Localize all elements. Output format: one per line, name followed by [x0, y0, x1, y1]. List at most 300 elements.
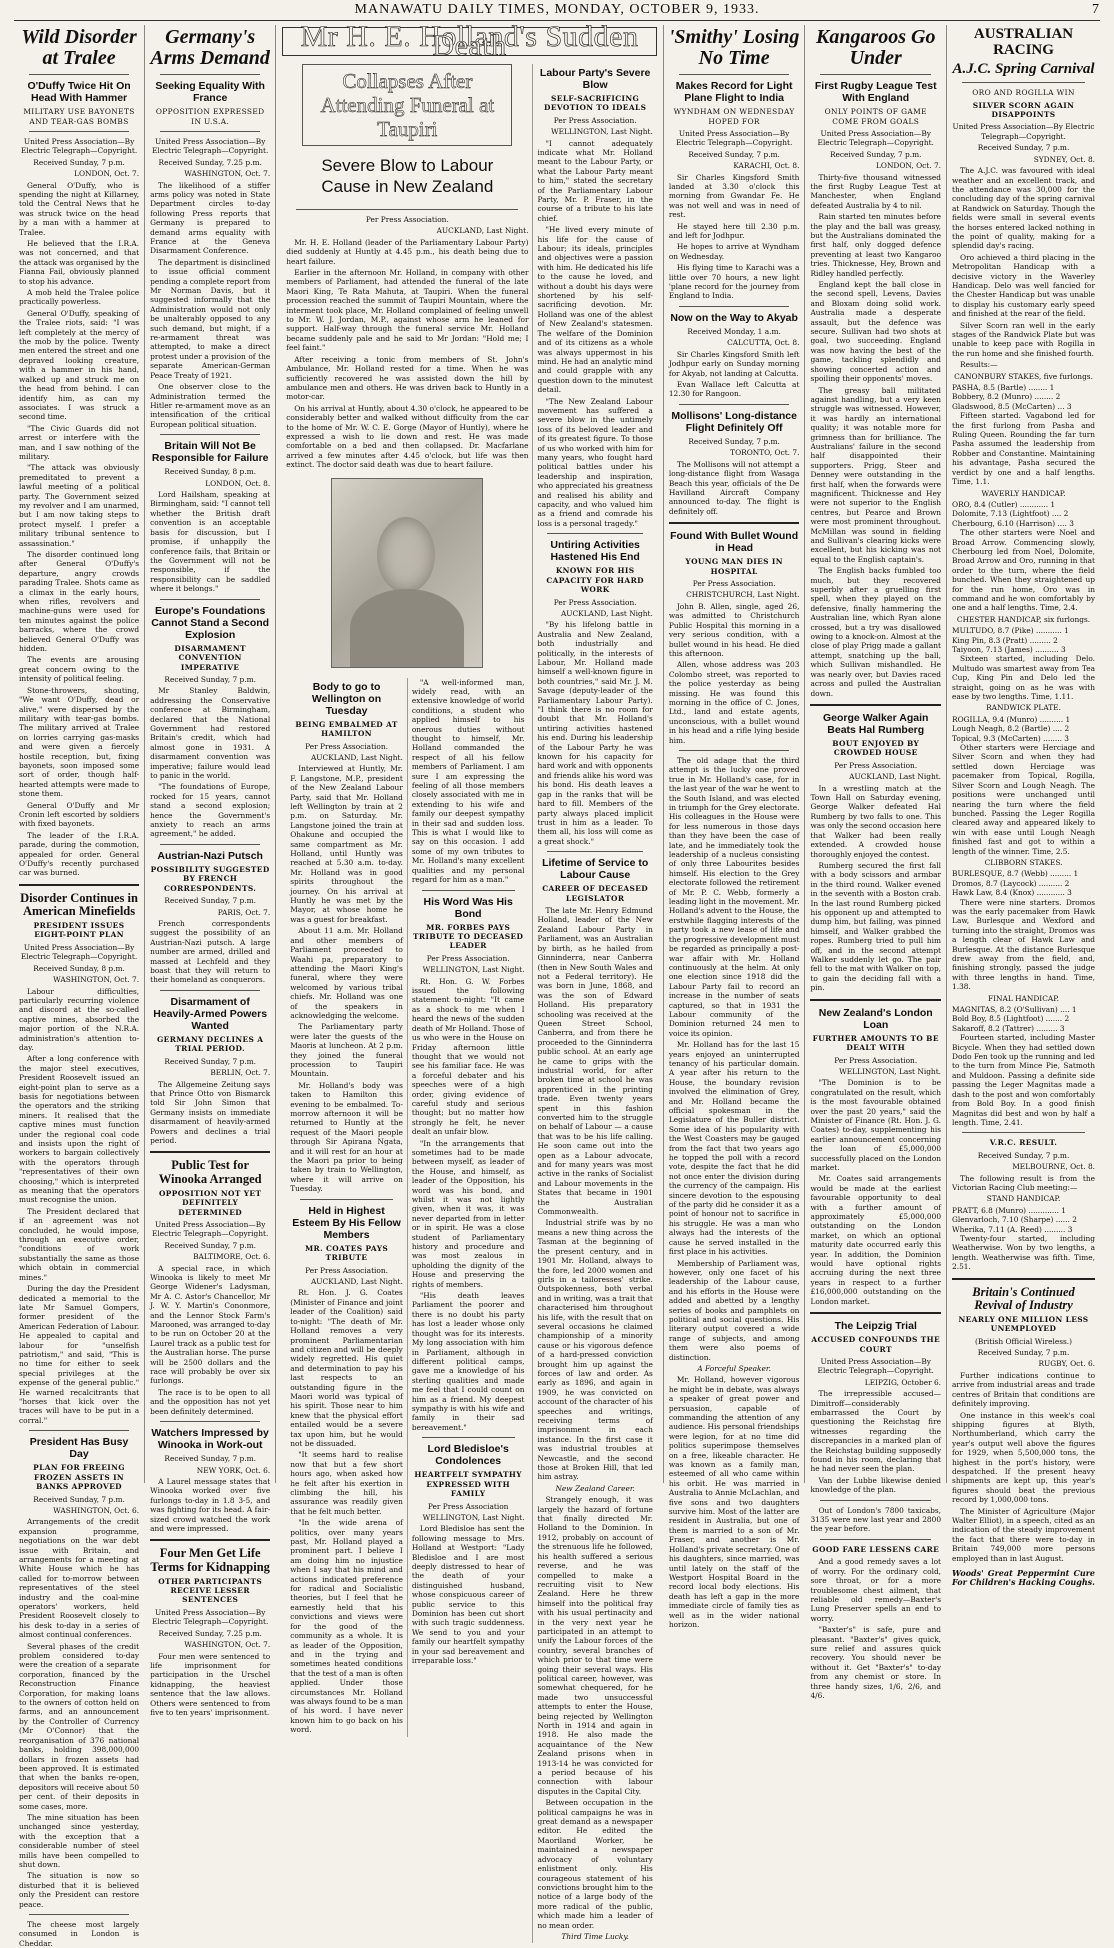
- kangaroos-headline: Kangaroos Go Under: [815, 26, 936, 69]
- career-crosshead: New Zealand Career.: [555, 1483, 635, 1493]
- article-paragraph: The disorder continued long after General O'Duffy's departure, angry crowds parading Tralee. Shots came as a climax in the early hours, when rifles, revolvers and machine-guns were used for ten minutes against the police barracks, where the crowd believed General O'Duffy was hidden.: [19, 550, 140, 654]
- article-paragraph: The President declared that if an agreement was not concluded, he would impose, through an executive order, "conditions of work substantially the same as those which obtain in commercial mines.": [19, 1206, 140, 1282]
- article-paragraph: "A well-informed man, widely read, with an extensive knowledge of world conditions, a student who applied himself to his onerous duties without thought to himself, Mr. Holland commanded the respect of all his fellow members of Parliament. I am sure I am expressing the feeling of all those members closely associated with me in extending to his wife and family our deepest sympathy in their sad and sudden loss. This is what I would like to say on this occasion. I add some of my own tributes to Mr. Holland's many excellent qualities and my personal regard for him as a man.": [411, 677, 525, 885]
- page-number: 7: [1092, 2, 1100, 17]
- bullet-credit: Per Press Association.: [692, 579, 776, 589]
- article-paragraph: "His death leaves Parliament the poorer and there is no doubt his party has lost a leader whose only thought was for its interests. My long association with him in Parliament, although in different political camps, gave me a knowledge of his sterling qualities and made me feel that I could count on him as a friend. My deepest sympathy is with his wife and family in their sad bereavement.": [411, 1291, 525, 1432]
- putsch-dateline: PARIS, Oct. 7.: [217, 907, 271, 917]
- untiring-deck: KNOWN FOR HIS CAPACITY FOR HARD WORK: [546, 566, 644, 595]
- holland-subdeck: Severe Blow to Labour Cause in New Zealand: [321, 156, 494, 196]
- smithy-subhead: Makes Record for Light Plane Flight to India: [675, 80, 793, 105]
- article-paragraph: Between occupation in the political campaigns he was in great demand as a newspaper editor. He edited the Maoriland Worker, he maintained a newspaper advocacy of voluntary enlistment only. His courageous statement of his convictions brought him to the notice of a large body of the more radical of the public, which made him a leader of no mean order.: [537, 1798, 653, 1930]
- disarm-headline: Disarmament of Heavily-Armed Powers Wanted: [153, 995, 268, 1032]
- article-paragraph: "In the wide arena of politics, over many years past, Mr. Holland played a prominent part. I believe I am doing him no injustice when I say that his mind and actions indicated preference for radical and Socialistic theories, but I feel that he earnestly held that his convictions and views were for the good of the community as a whole. It is as leader of the Opposition, and in the trying and sometimes heated conditions that the test of a man is often applied. Under those circumstances Mr. Holland was always found to be a man of his word. I have never known him to go back on his word.: [290, 1518, 403, 1735]
- wellington-credit: Per Press Association.: [305, 741, 388, 751]
- holland-section: [276, 20, 664, 1941]
- article-paragraph: There were nine starters. Dromos was the early pacemaker from Hawk Law, Burlesque and Wexford and turning into the straight, Dromos was a length clear of Hawk Law and Burlesque. At the distance Burlesque drew away from the field, and, finishing strongly, passed the judge with three lengths in hand. Time, 1.38.: [952, 897, 1096, 992]
- busy-dateline: WASHINGTON, Oct. 6.: [53, 1505, 140, 1515]
- article-paragraph: Rain started ten minutes before the play and the ball was greasy, but the Australians dominated the first half, only dogged defence preventing at least two Kangaroo tries. Thicknesse, Hey, Brown and Ridley handled perfectly.: [810, 212, 942, 278]
- putsch-received: Received Sunday, 7 p.m.: [164, 896, 256, 906]
- race-result: King Pin, 8.3 (Pratt) ......... 2: [952, 635, 1058, 645]
- article-paragraph: The likelihood of a stiffer arms policy was noted in State Department circles to-day following Press reports that Germany is prepared to demand arms equality with France at the Geneva Disarmament Conference.: [150, 180, 271, 256]
- masthead-title: MANAWATU DAILY TIMES, MONDAY, OCTOBER 9, 1933.: [354, 2, 760, 17]
- column-1: [14, 25, 145, 1948]
- bond-headline: His Word Was His Bond: [423, 895, 513, 920]
- race-result: Cherbourg, 6.10 (Harrison) .... 3: [952, 518, 1074, 528]
- wellington-headline: Body to go to Wellington on Tuesday: [311, 680, 382, 717]
- article-paragraph: England kept the ball close in the second spell, Levens, Davies and Bloxam doing solid work. Australia made a desperate assault, but the defence was secure. Sullivan had two shots at goal, two succeeding. England was now having the best of the game, tackling splendidly and showing concerted action and spoiling their opponents' moves.: [810, 280, 942, 384]
- vrc-received: Received Sunday, 7 p.m.: [977, 1150, 1070, 1160]
- divider: [547, 851, 642, 852]
- bledisloe-credit: Per Press Association: [427, 1501, 509, 1511]
- article-paragraph: He believed that the I.R.A. was not concerned, and that the attack was organised by the Fianna Fail, obviously planned to stop his advance.: [19, 239, 140, 286]
- walker-deck: BOUT ENJOYED BY CROWDED HOUSE: [832, 739, 920, 758]
- europe-headline: Europe's Foundations Cannot Stand a Second Explosion: [151, 604, 270, 641]
- article-paragraph: "The foundations of Europe, rocked for 15 years, cannot stand a second explosion; hence the Government's anxiety to reach an arms agreement," he added.: [150, 782, 271, 839]
- column-kangaroos: [805, 25, 947, 1700]
- article-paragraph: Thirty-five thousand witnessed the first Rugby League Test at Manchester, when England defeated Australia by 4 to nil.: [810, 172, 942, 210]
- article-paragraph: The Parliamentary party were later the guests of the Maoris at luncheon. At 2 p.m. they joined the funeral procession to Taupiri Mountain.: [290, 1022, 403, 1079]
- article-paragraph: Lord Hailsham, speaking at Birmingham, said: "I cannot tell whether the British draft convention is an acceptable basis for discussion, but I promise, if unhappily the conference fails, that Britain or the Government will not be responsible, if the responsibility can be saddled where it belongs.": [150, 490, 271, 594]
- labour-deck: SELF-SACRIFICING DEVOTION TO IDEALS: [544, 93, 647, 113]
- germany-headline: Germany's Arms Demand: [150, 26, 270, 69]
- race-result: BURLESQUE, 8.7 (Webb) ......... 1: [952, 869, 1079, 879]
- article-paragraph: The Mollisons will not attempt a long-distance flight from Wasaga Beach this year, officials of the De Havilland Aircraft Company announced to-day. The flight is definitely off.: [668, 459, 800, 516]
- holland-credit: Per Press Association.: [365, 215, 449, 225]
- winooka-credit: United Press Association—By Electric Telegraph—Copyright.: [151, 1219, 269, 1239]
- article-paragraph: During the day the President dedicated a memorial to the late Mr Samuel Gompers, former president of the American Federation of Labour. He appealed to capital and labour for "unselfish patriotism," and said, "This is no time for either to seek special privileges at the expense of the general public." He warned recalcitrants that "horses that kick over the traces will have to be put in a corral.": [19, 1284, 140, 1425]
- article-paragraph: Allen, whose address was 203 Colombo street, was reported to the police yesterday as being missing. He was found this morning in the office of C. Jones, Ltd., land and estate agents, unconscious, with a bullet wound in his head and a rifle lying beside him.: [668, 660, 800, 745]
- article-paragraph: The mine situation has been unchanged since yesterday, with the exception that a considerable number of steel mills have been compelled to shut down.: [19, 1812, 140, 1869]
- bond-dateline: WELLINGTON, Last Night.: [422, 965, 525, 975]
- race-result: Bold Boy, 8.5 (Lightfoot) ....... 2: [952, 1014, 1070, 1024]
- racing-deck: ORO AND ROGILLA WIN: [972, 88, 1075, 98]
- article-paragraph: The events are arousing great concern owing to the intensity of political feeling.: [19, 655, 140, 684]
- winooka-dateline: BALTIMORE, Oct. 6.: [193, 1252, 271, 1262]
- article-paragraph: On his arrival at Huntly, about 4.30 o'clock, he appeared to be considerably better and walked without difficulty from the car to the home of Mr. W. C. E. Gorge (Mayor of Huntly), where he expressed a wish to lie down and rest. He was made comfortable on a bed and then collapsed. Dr. Macfarlane arrived a few minutes after 4.45 o'clock, but life was then extinct. The doctor said death was due to heart failure.: [286, 403, 529, 470]
- race-title: CLIBBORN STAKES.: [984, 857, 1063, 867]
- article-paragraph: Mr. Holland, however vigorous he might be in debate, was always a speaker of great power and persuasion, capable of commanding the attention of any audience. His personal friendships were legion, for at no time did politics superimpose themselves on a free, likeable character. He was known as a family man, esteemed of all who came within his orbit. He was married in Australia to Annie McLachlan, and five sons and two daughters survive him. Most of the latter are resident in Australia, but one of them is married to a son of Mr. Fraser, and another is Mr. Holland's private secretary. One of his daughters, since married, was until lately on the staff of the Westport Hospital Board in the record local body elections. His death has left a gap in the more immediate circle of family ties as well as in the wider national horizon.: [668, 1375, 800, 1629]
- article-paragraph: Rt. Hon. J. G. Coates (Minister of Finance and joint leader of the Coalition) said to-night: "The death of Mr. Holland removes a very prominent Parliamentarian and citizen and will be deeply widely regretted. His quiet and determination to pay his last respects to an outstanding figure in the Maori world was typical of his spirit. Those near to him knew that the physical effort entailed would be a severe tax upon him, but he would not be dissuaded.: [290, 1288, 403, 1448]
- divider: [679, 74, 790, 75]
- article-paragraph: The department is disinclined to issue official comment pending a complete report from Mr Norman Davis, but it suggested informally that the Administration would not only be unalterably opposed to any such demand, but might, if a re-armament threat was attempted, to make a direct protest under a provision of the separate American-German Peace Treaty of 1921.: [150, 257, 271, 380]
- smithy-credit: United Press Association—By Electric Telegraph—Copyright.: [675, 128, 793, 148]
- race-result: MULTUDO, 8.7 (Pike) ........... 1: [952, 626, 1069, 636]
- germany-subhead: Seeking Equality With France: [155, 80, 265, 105]
- race-result: Taiyoon, 7.13 (James) .......... 3: [952, 645, 1066, 654]
- article-paragraph: "He lived every minute of his life for the cause of Labour; its ideals, principles and objectives were a passion with him. He dedicated his life to the cause he loved, and without a doubt his days were shortened by his self-sacrificing devotion. Mr. Holland was one of the ablest of New Zealand's statesmen. The welfare of the Dominion and of its citizens as a whole was always uppermost in his mind. He had an analytic mind and could grapple with any question down to the minutest detail.: [537, 225, 653, 395]
- labour-credit: Per Press Association.: [553, 115, 637, 125]
- kidnap-deck: OTHER PARTICIPANTS RECEIVE LESSER SENTENCES: [158, 1576, 263, 1605]
- race-result: Dromos, 8.7 (Laycock) .......... 2: [952, 878, 1070, 888]
- revival-headline: Britain's Continued Revival of Industry: [972, 1284, 1075, 1312]
- article-paragraph: Mr. Holland has for the last 15 years enjoyed an uninterrupted tenancy of his particular domain. A year after his return to the House, the boundary revision involved the elimination of Grey, and Mr. Holland became the official spokesman in the Legislature of the Buller district. Some idea of his popularity with the West Coasters may be gauged from the fact that two years ago he topped the poll with a record vote, despite the fact that he did not once enter the division during the currency of the campaign. His sincere devotion to the espousing of the party did he consider it as a point of honour not to sacrifice in his struggle. He was a man who always had the interests of the cause he served installed in the first place in his activities.: [668, 1040, 800, 1257]
- article-paragraph: A mob held the Tralee police practically powerless.: [19, 288, 140, 307]
- race-result: Hawk Law, 8.4 (Knox) ............ 3: [952, 888, 1072, 898]
- article-paragraph: Mr. H. E. Holland (leader of the Parliamentary Labour Party) died suddenly at Huntly at 4.45 p.m., his death being due to heart failure.: [286, 237, 529, 266]
- winooka-deck: OPPOSITION NOT YET DEFINITELY DETERMINED: [158, 1188, 262, 1217]
- column-racing: [947, 25, 1100, 1588]
- article-paragraph: Interviewed at Huntly, Mr. F. Langstone, M.P., president of the New Zealand Labour Party, said that Mr. Holland left Wellington by train at 2 p.m. on Saturday. Mr. Langstone joined the train at Ohakune and occupied the same compartment as Mr. Holland, until Huntly was reached at 5.30 a.m. to-day. Mr. Holland was in good spirits throughout the journey. On his arrival at Huntly he was met by the Mayor, at whose home he was a guest for breakfast.: [290, 764, 403, 924]
- race-result: Topical, 9.3 (McCarten) ........ 3: [952, 733, 1070, 743]
- divider: [810, 1312, 941, 1314]
- divider: [150, 1151, 270, 1153]
- article-paragraph: Lord Bledisloe has sent the following message to Mrs. Holland at Westport: "Lady Bledisloe and I are most deeply distressed to hear of the death of your distinguished husband, whose conspicuous career of public service to this Dominion has been cut short with such tragic suddenness. We send to you and your family our heartfelt sympathy in your sad bereavement and irreparable loss.": [411, 1524, 525, 1666]
- race-result: Sakaroff, 8.2 (Tattrer) ......... 3: [952, 1023, 1065, 1033]
- minefields-headline: Disorder Continues in American Minefields: [20, 890, 138, 918]
- race-title: STAND HANDICAP.: [986, 1194, 1061, 1204]
- racing-headline: AUSTRALIAN RACING: [973, 26, 1074, 58]
- disarm-deck: GERMANY DECLINES A TRIAL PERIOD.: [156, 1034, 264, 1054]
- article-paragraph: The greasy ball militated against handling, but a very keen struggle was witnessed. However, it was hardly an international quality; it was notable more for grimness than for brilliance. The Australians' failure in the second half disappointed their supporters. Prigg, Steer and Denney were outstanding in the first half, when the forwards were magnificent. Thicknesse and Hey were not superior to the English centres, but Pearce and Brown were most prominent throughout. McMillan was sound in fielding and Sullivan's clearing kicks were excellent, but his kicking was not equal to the English captain's.: [810, 385, 942, 564]
- busy-headline: President Has Busy Day: [29, 1436, 129, 1461]
- holland-dateline: AUCKLAND, Last Night.: [436, 226, 529, 236]
- divider: [962, 82, 1085, 83]
- divider: [29, 1430, 129, 1431]
- revival-deck: NEARLY ONE MILLION LESS UNEMPLOYED: [958, 1314, 1089, 1334]
- kidnap-dateline: WASHINGTON, Oct. 7.: [184, 1640, 271, 1650]
- article-paragraph: The leader of the I.R.A. parade, during the commotion, appealed for order. General O'Duffy's recently purchased car was burned.: [19, 830, 140, 878]
- tralee-deck: MILITARY USE BAYONETS AND TEAR-GAS BOMBS: [23, 107, 135, 126]
- article-paragraph: General O'Duffy, speaking of the Tralee riots, said: "I was left completely at the mercy of the mob by the police. Twenty men entered the street and one depraved looking creature, with a hammer in his hand, walked up and struck me on the head from behind. I can identify him, as can my associates. I was struck a second time.: [19, 308, 140, 422]
- disarm-received: Received Sunday, 7 p.m.: [164, 1056, 256, 1066]
- article-paragraph: Industrial strife was by no means a new thing across the Tasman at the beginning of the present century, and in 1901 Mr. Holland, always to the fore, led 2000 women and girls in a tailoresses' strike. Outspokenness, both verbal and in writing, was a trait that characterised him throughout his life, with the result that on several occasions he claimed championship of a minority cause or his vigorous defence of a hard-pressed conviction brought him up against the forces of law and order. As early as 1896, and again in 1909, he was convicted on account of the character of his speeches and writings, receiving terms of imprisonment in each instance. In the first case it was industrial troubles at Newcastle, and the second those at Broken Hill, that led him astray.: [537, 1218, 653, 1482]
- walker-headline: George Walker Again Beats Hal Rumberg: [823, 711, 929, 736]
- divider: [669, 522, 800, 524]
- article-paragraph: "The Dominion is to be congratulated on the result, which is the most favourable obtained over the past 20 years," said the Minister of Finance (Rt. Hon. J. G. Coates) to-day, supplementing his earlier announcement concerning the loan of £5,000,000 successfully placed on the London market.: [810, 1078, 942, 1172]
- article-paragraph: A special race, in which Winooka is likely to meet Mr George Widener's Ladysman, Mr A. C. Astor's Chancellor, Mr J. W. Y. Martin's Cononmore, and the Lennor Stock Farm's Marooned, was arranged to-day to be run on October 20 at the Laurel track as a public test for the Australian horse. The purse will be 2500 dollars and the race will probably be over six furlongs.: [150, 1263, 271, 1386]
- article-paragraph: One instance in this week's coal shipping figures at Blyth, Northumberland, which carry the year's output well above the figures for 1929, when 5,500,000 tons, the highest in the port's history, were despatched. If the present heavy shipments are kept up, this year's figures should beat the previous record by 1,000,000 tons.: [952, 1410, 1096, 1505]
- article-paragraph: The Minister of Agriculture (Major Walter Elliot), in a speech, cited as an indication of the steady improvement the fact that there were to-day in Britain 749,000 more persons employed than in last August.: [952, 1506, 1096, 1563]
- bullet-deck: YOUNG MAN DIES IN HOSPITAL: [685, 557, 783, 576]
- germany-received: Received Sunday, 7.25 p.m.: [158, 157, 262, 167]
- akyab-received: Received Monday, 1 a.m.: [687, 326, 781, 336]
- article-paragraph: Further indications continue to arrive from industrial areas and trade centres of Britain that conditions are definitely improving.: [952, 1370, 1096, 1409]
- divider: [679, 404, 790, 405]
- esteem-credit: Per Press Association.: [305, 1265, 388, 1275]
- article-paragraph: The late Mr. Henry Edmund Holland, leader of the New Zealand Labour Party in Parliament, was an Australian by birth, as he hailed from Ginninderra, near Canberra (then in New South Wales and not a Federal territory). He was born in June, 1868, and was the son of Edward Holland. His preparatory schooling was received at the Queen Street School, Canberra, and from there he proceeded to the Ginninderra public school. At an early age he came to grips with the industrial world, for after broken time at school he was apprenticed in the printing trade. Even twenty years spent in this fashion converted him to the struggle on behalf of Labour — a cause that was to be his life calling. He soon came out into the open as a Labour advocate, and for many years was most active in the ranks of Socialist and Labour movements in the States that became in 1901 the Australian Commonwealth.: [537, 906, 653, 1217]
- article-paragraph: Mr. Holland's body was taken to Hamilton this evening to be embalmed. To-morrow afternoon it will be returned to Huntly at the request of the Maori people through Sir Apirana Ngata, and it will rest for an hour at the Maori pa prior to being taken by train to Wellington, where it will arrive on Tuesday.: [290, 1080, 403, 1194]
- untiring-dateline: AUCKLAND, Last Night.: [560, 608, 653, 618]
- europe-deck: DISARMAMENT CONVENTION IMPERATIVE: [174, 643, 246, 672]
- race-title: WAVERLY HANDICAP.: [981, 488, 1066, 498]
- article-paragraph: "In the arrangements that sometimes had to be made between myself, as leader of the House, and himself, as leader of the Opposition, his word was his bond, and whilst it was not lightly given, when it was, it was never departed from in letter or in spirit. He was a close student of Parliamentary history and procedure and was most zealous in upholding the dignity of the House and preserving the rights of members.: [411, 1138, 525, 1289]
- revival-dateline: RUGBY, Oct. 6.: [1038, 1359, 1096, 1369]
- divider: [810, 704, 941, 706]
- britain-dateline: LONDON, Oct. 8.: [205, 478, 271, 488]
- divider: [29, 74, 129, 75]
- divider: [19, 884, 139, 886]
- germany-credit: United Press Association—By Electric Telegraph—Copyright.: [151, 136, 269, 156]
- article-paragraph: Mr. Coates said arrangements would be made at the earliest favourable opportunity to deal with a further amount of approximately £5,000,000 outstanding on the London market, on which an optional maturity date occurred early this year. In addition, the Dominion would have optional rights accruing during the next three years in respect to a further £16,000,000 outstanding on the London market.: [810, 1174, 942, 1306]
- divider: [160, 990, 260, 991]
- article-paragraph: He hopes to arrive at Wyndham on Wednesday.: [668, 242, 800, 261]
- column-smithy: [664, 25, 806, 1629]
- career-crosshead: A Forceful Speaker.: [697, 1363, 771, 1373]
- article-paragraph: "I cannot adequately indicate what Mr. Holland meant to the Labour Party, or what the Labour Party meant to him," stated the secretary of the Parliamentary Labour Party, Mr. P. Fraser, in the course of a tribute to his late chief.: [537, 138, 653, 223]
- minefields-dateline: WASHINGTON, Oct. 7.: [53, 975, 140, 985]
- divider: [820, 1539, 931, 1540]
- article-paragraph: One observer close to the Administration termed the Hitler re-armament move as an intensification of the critical European political situation.: [150, 382, 271, 429]
- article-paragraph: Other starters were Herciage and Silver Scorn and when they had settled down Herciage was pacemaker from Topical, Rogilla, Silver Scorn and Lough Neagh. The positions were unchanged until nearing the turn where the field bunched. Passing the Leger Rogilla cleared away and appeared likely to win with ease until Lough Neagh finished fast and got to within a length of the winner. Time, 2.5.: [952, 743, 1096, 856]
- kangaroos-subhead: First Rugby League Test With England: [814, 80, 937, 105]
- divider: [160, 599, 260, 600]
- divider: [296, 209, 518, 210]
- mollison-received: Received Sunday, 7 p.m.: [688, 436, 780, 446]
- race-result: Wherika, 7.11 (A. Reed) ......... 3: [952, 1224, 1073, 1234]
- bond-deck: MR. FORBES PAYS TRIBUTE TO DECEASED LEADER: [413, 922, 524, 951]
- bledisloe-headline: Lord Bledisloe's Condolences: [427, 1443, 509, 1468]
- busy-deck: PLAN FOR FREEING FROZEN ASSETS IN BANKS APPROVED: [33, 1463, 125, 1492]
- smithy-received: Received Sunday, 7 p.m.: [688, 149, 780, 159]
- racing-credit: United Press Association—By Electric Telegraph—Copyright.: [952, 122, 1095, 141]
- article-paragraph: The English backs fumbled too much, but they recovered superbly after a gruelling first spell, when they played on the defensive, finally hammering the Australian line, which Ryan alone crossed, but a try was disallowed owing to a knock-on. Almost at the close of play Prigg made a gallant attempt, snatching up the ball, which Sullivan mishandled. He was nearly over, but Davies raced across and pulled the Australian down.: [810, 566, 942, 698]
- britain-received: Received Sunday, 8 p.m.: [164, 467, 256, 477]
- race-result: MAGNITAS, 8.2 (O'Sullivan) .... 1: [952, 1005, 1077, 1015]
- article-paragraph: The other starters were Noel and Broad Arrow. Commencing slowly, Cherbourg led from Noel, Dolomite, Broad Arrow and Oro, running in that order to the turn, where the field bunched. When they straightened up for the run home, Oro was in command and he won comfortably by one and a half lengths. Time, 2.4.: [952, 528, 1096, 613]
- article-paragraph: His flying time to Karachi was a little over 70 hours, a new light 'plane record for the journey from England to India.: [668, 263, 800, 301]
- article-paragraph: Van der Lubbe likewise denied knowledge of the plan.: [810, 1475, 942, 1495]
- minefields-received: Received Sunday, 8 p.m.: [33, 963, 125, 973]
- bond-credit: Per Press Association.: [426, 953, 510, 963]
- results-label: Results:—: [960, 360, 998, 370]
- racing-received: Received Sunday, 7 p.m.: [977, 143, 1070, 153]
- article-paragraph: The irrepressible accused—Dimitroff—considerably embarrassed the Court by questioning the Reichstag fire witnesses regarding the discrepancies in a marked plan of the Reichstag building supposedly found in his room, declaring that he had never seen the plan.: [810, 1389, 942, 1474]
- article-paragraph: The following result is from the Victorian Racing Club meeting:—: [952, 1173, 1096, 1192]
- racing-dateline: SYDNEY, Oct. 8.: [1033, 154, 1096, 164]
- race-result: Glenvarloch, 7.10 (Sharpe) ...... 2: [952, 1215, 1077, 1225]
- race-title: FINAL HANDICAP.: [988, 993, 1060, 1003]
- bullet-dateline: CHRISTCHURCH, Last Night.: [686, 590, 800, 600]
- career-deck: CAREER OF DECEASED LEGISLATOR: [542, 884, 649, 903]
- article-paragraph: A Laurel message states that Winooka worked over five furlongs to-day in 1.8 3-5, and was fighting for its head. A fair-sized crowd watched the work and were impressed.: [150, 1476, 271, 1533]
- bledisloe-dateline: WELLINGTON, Last Night.: [422, 1512, 525, 1522]
- bledisloe-deck: HEARTFELT SYMPATHY EXPRESSED WITH FAMILY: [414, 1470, 522, 1499]
- divider: [422, 890, 515, 891]
- putsch-deck: POSSIBILITY SUGGESTED BY FRENCH CORRESPONDENTS.: [150, 864, 270, 893]
- article-paragraph: Sixteen started, including Delo. Multudo was smartest away from Tea Cup, King Pin and Delo led the straight, going on as he was with ease by two lengths. Time, 1.11.: [952, 654, 1096, 702]
- article-paragraph: Rt. Hon. G. W. Forbes issued the following statement to-night: "It came as a shock to me when I heard the news of the sudden death of Mr Holland. Those of us who were in the House on Friday afternoon little thought that we would not see his familiar face. He was a forceful debater and his speeches were of a high order, giving evidence of careful study and serious thought; but no matter how strongly he felt, he never dealt an unfair blow.: [411, 976, 525, 1137]
- article-paragraph: General O'Duffy and Mr Cronin left escorted by soldiers with fixed bayonets.: [19, 800, 140, 829]
- tralee-credit: United Press Association—By Electric Telegraph—Copyright.: [20, 136, 138, 156]
- smithy-deck: WYNDHAM ON WEDNESDAY HOPED FOR: [673, 107, 795, 126]
- minefields-deck: PRESIDENT ISSUES EIGHT-POINT PLAN: [33, 921, 125, 940]
- divider: [962, 1132, 1085, 1133]
- article-paragraph: "The attack was obviously premeditated to prevent a lawful meeting of a political party. The Government seized my revolver and I am unarmed, but I am now taking steps to protect myself. I prefer a military tribunal sentence to assassination.": [19, 463, 140, 548]
- divider: [160, 844, 260, 845]
- tralee-received: Received Sunday, 7 p.m.: [33, 157, 125, 167]
- tralee-dateline: LONDON, Oct. 7.: [74, 169, 140, 179]
- kangaroos-credit: United Press Association—By Electric Telegraph—Copyright.: [817, 128, 934, 148]
- article-paragraph: The Allgemeine Zeitung says that Prince Otto von Bismarck told Sir John Simon that Germany insists on immediate disarmament of heavily-armed Powers and declines a trial period.: [150, 1079, 271, 1146]
- article-paragraph: Several phases of the credit problem considered to-day were the creation of a separate corporation, financed by the Reconstruction Finance Corporation, for making loans to the owners of cotton held on farms, and an announcement by the Controller of Currency (Mr O'Connor) that the reorganisation of 376 national banks, holding 398,000,000 dollars in frozen assets had been approved. It is estimated that when the banks re-open, depositors will receive about 50 per cent. of their deposits in some cases, more.: [19, 1641, 140, 1811]
- career-crosshead: Third Time Lucky.: [561, 1931, 629, 1941]
- race-title: CHESTER HANDICAP, six furlongs.: [956, 614, 1091, 624]
- leipzig-dateline: LEIPZIG, October 6.: [864, 1377, 942, 1387]
- article-paragraph: Oro achieved a third placing in the Metropolitan Handicap with a decisive victory in the Waverley Handicap. Delo was well fancied for the Chester Handicap but was unable to display his customary early speed and finished at the rear of the field.: [952, 252, 1096, 319]
- article-paragraph: The race is to be open to all and the opposition has not yet been definitely determined.: [150, 1387, 271, 1416]
- article-paragraph: "The Civic Guards did not arrest or interfere with the man, and I saw nothing of the military.: [19, 423, 140, 461]
- article-paragraph: Fourteen started, including Master Bicycle. When they had settled down Dodo Fen took up the running and led to the turn from Mince Pie, Satmoth and Muldoon. Passing a definite side passing the Leger Magnitas made a dash to the post and won comfortably from Bold Boy. In a good finish Magnitas did best and won by half a length. Time, 2.41.: [952, 1033, 1096, 1127]
- race-result: ROGILLA, 9.4 (Munro) .......... 1: [952, 714, 1071, 724]
- article-paragraph: In a wrestling match at the Town Hall on Saturday evening, George Walker defeated Hal Rumberg by two falls to one. This was only the second occasion here that Walker had been really extended. A crowded house thoroughly enjoyed the contest.: [810, 783, 942, 859]
- advert-paragraph: "Baxter's" is safe, pure and pleasant. "Baxter's" gives quick, sure relief and assures quick recovery. You should never be without it. Get "Baxter's" to-day from any chemist or store. In three handy sizes, 1/6, 2/6, and 4/6.: [810, 1625, 942, 1700]
- article-paragraph: Sir Charles Kingsford Smith landed at 3.30 o'clock this morning from Gwandar Fe. He was not well and was in need of rest.: [668, 172, 800, 220]
- germany-dateline: WASHINGTON, Oct. 7.: [184, 169, 271, 179]
- akyab-headline: Now on the Way to Akyab: [670, 311, 798, 324]
- article-paragraph: The situation is now so disturbed that it is believed only the President can restore peace.: [19, 1871, 140, 1909]
- smithy-dateline: KARACHI, Oct. 8.: [733, 161, 800, 171]
- article-paragraph: John B. Allen, single, aged 26, was admitted to Christchurch Public Hospital this morning in a very serious condition, with a bullet wound in his head. He died this afternoon.: [668, 601, 800, 658]
- watchers-dateline: NEW YORK, Oct. 6.: [196, 1465, 271, 1475]
- esteem-deck: MR. COATES PAYS TRIBUTE: [304, 1243, 389, 1263]
- column-2: [145, 25, 276, 1717]
- kidnap-credit: United Press Association—By Electric Telegraph—Copyright.: [151, 1607, 269, 1627]
- esteem-headline: Held in Highest Esteem By His Fellow Members: [292, 1204, 401, 1241]
- smithy-headline: 'Smithy' Losing No Time: [668, 26, 800, 69]
- holland-portrait-photo: [331, 478, 483, 668]
- germany-deck: OPPOSITION EXPRESSED IN U.S.A.: [155, 107, 265, 126]
- race-title: CANONBURY STAKES, five furlongs.: [954, 371, 1093, 381]
- race-result: Bobbery, 8.2 (Munro) ........ 2: [952, 392, 1061, 402]
- busy-received: Received Sunday, 7 p.m.: [33, 1494, 125, 1504]
- loan-dateline: WELLINGTON, Last Night.: [839, 1066, 942, 1076]
- article-paragraph: Sir Charles Kingsford Smith left Jodhpur early on Sunday morning for Akyab, not landing at Calcutta.: [668, 349, 800, 378]
- wellington-dateline: AUCKLAND, Last Night.: [310, 752, 403, 762]
- article-paragraph: The old adage that the third attempt is the lucky one proved true in Mr. Holland's case, for in the last year of the war he went to the South Island, and was elected in triumph for the Grey electorate. His colleagues in the House were for less numerous in those days than they have been the case of late, and he immediately took the leadership of a nucleus consisting of only three Labourites besides himself. His election to the Grey electorate followed the retirement of Mr. P. C. Webb, formerly a leading light in the movement. Mr. Holland's advent to the House, the erstwhile flagging interests of the party took a new lease of life and the progressive development must be regarded as principally a post-war affair with Mr. Holland continuously at the helm. At only one election since 1918 did the Labour Party fail to record an increase in the number of seats captured, so that in 1931 the Labour community of the Dominion returned 24 men to voice its opinion.: [668, 755, 800, 1038]
- article-paragraph: "The New Zealand Labour movement has suffered a severe blow in the untimely loss of its beloved leader and of its greatest figure. To those of us who worked with him for many years, who fought hard political battles under his leadership and inspiration, who appreciated his greatness and realised his ability and capacity, and who valued him as a friend and comrade his loss is a personal tragedy.": [537, 396, 653, 528]
- esteem-dateline: AUCKLAND, Last Night.: [310, 1277, 403, 1287]
- race-result: PASHA, 8.5 (Bartle) ........ 1: [952, 383, 1055, 393]
- revival-credit: (British Official Wireless.): [975, 1336, 1073, 1346]
- article-paragraph: He stayed here till 2.30 p.m. and left for Jodhpur.: [668, 221, 800, 240]
- disarm-dateline: BERLIN, Oct. 7.: [210, 1068, 271, 1078]
- article-paragraph: Twenty-four started, including Weatherwise. Won by two lengths, a length. Weatherwise was fifth. Time, 2.51.: [952, 1233, 1096, 1272]
- advert-paragraph: And a good remedy saves a lot of worry. For the ordinary cold, sore throat, or for a more troublesome chest ailment, that reliable old remedy—Baxter's Lung Preserver spells an end to worry.: [810, 1557, 942, 1623]
- kidnap-received: Received Sunday, 7.25 p.m.: [158, 1628, 262, 1638]
- divider: [150, 1539, 270, 1541]
- racing-subheadline: A.J.C. Spring Carnival: [952, 60, 1095, 77]
- divider: [952, 1278, 1095, 1280]
- career-headline: Lifetime of Service to Labour Cause: [542, 857, 649, 882]
- europe-received: Received Sunday, 7 p.m.: [164, 674, 256, 684]
- putsch-headline: Austrian-Nazi Putsch: [157, 849, 263, 862]
- filler-note: The cheese most largely consumed in London is Cheddar.: [19, 1920, 140, 1948]
- kidnap-headline: Four Men Get Life Terms for Kidnapping: [150, 1546, 270, 1574]
- divider: [422, 1437, 515, 1438]
- mollison-headline: Mollisons' Long-distance Flight Definitely Off: [671, 409, 797, 434]
- divider: [300, 1199, 393, 1200]
- walker-credit: Per Press Association.: [834, 760, 918, 770]
- divider: [679, 306, 790, 307]
- filler-note: Out of London's 7800 taxicabs, 3135 were new last year and 2800 the year before.: [810, 1505, 942, 1534]
- article-paragraph: Labour difficulties, particularly recurring violence and discord at the so-called captive mines, absorbed the major portion of the N.R.A. administration's attention to-day.: [19, 986, 140, 1052]
- holland-deck: Collapses After Attending Funeral at Taupiri: [302, 64, 512, 146]
- kangaroos-received: Received Sunday, 7 p.m.: [829, 149, 922, 159]
- labour-dateline: WELLINGTON, Last Night.: [550, 127, 653, 137]
- article-paragraph: About 11 a.m. Mr. Holland and other members of Parliament proceeded to Waahi pa, preparatory to attending the Maori King's funeral, where they were welcomed by various tribal chiefs. Mr. Holland was one of the speakers in acknowledging the welcome.: [290, 926, 403, 1020]
- divider: [160, 434, 260, 435]
- leipzig-headline: The Leipzig Trial: [834, 1320, 917, 1333]
- vrc-dateline: MELBOURNE, Oct. 8.: [1012, 1162, 1096, 1172]
- divider: [679, 750, 790, 751]
- race-result: ORO, 8.4 (Cutler) ............ 1: [952, 499, 1056, 509]
- article-paragraph: After a long conference with the major steel executives, President Roosevelt issued an eight-point plan to serve as a basis for negotiations between the operators and the striking miners. It realised that the captive mines must function under the regional coal code and insists upon the right of workers to bargain collectively with the operators through "representatives of their own choosing," which is interpreted as meaning that the operators must recognise the union.: [19, 1054, 140, 1205]
- article-paragraph: Strangely enough, it was largely the hazard of fortune that finally directed Mr. Holland to the Dominion. In 1912, probably on account of the strenuous life he followed, his health suffered a serious reverse, and he was compelled to make a recruiting visit to New Zealand. Here he threw himself into the political fray with his usual pertinacity and in the very next year he participated in an attempt to unify the Labour forces of the country, several branches of which prior to that time were going their several ways. His political career, however, was somewhat chequered, for he made two unsuccessful attempts to enter the House, being rejected by Wellington North in 1914 and again in 1918. He also made the acquaintance of the New Zealand prisons when in 1913-14 he was convicted for a period because of his connection with labour disputes in the Capital City.: [537, 1495, 653, 1796]
- kangaroos-dateline: LONDON, Oct. 7.: [876, 161, 942, 171]
- divider: [29, 1914, 129, 1915]
- vrc-headline: V.R.C. RESULT.: [989, 1138, 1058, 1148]
- loan-deck: FURTHER AMOUNTS TO BE DEALT WITH: [812, 1033, 939, 1053]
- akyab-dateline: CALCUTTA, Oct. 8.: [727, 338, 800, 348]
- article-paragraph: Stone-throwers, shouting, "We want O'Duffy, dead or alive," were dispersed by the military with tear-gas bombs. The military arrived at Tralee on lorries carrying gas-masks and were given a fiercely hostile reception, but, fixing bayonets, soon imposed some sort of order, though half-hearted attempts were made to stone them.: [19, 685, 140, 799]
- winooka-received: Received Sunday, 7 p.m.: [164, 1240, 256, 1250]
- divider: [820, 74, 931, 75]
- bullet-headline: Found With Bullet Wound in Head: [670, 530, 799, 555]
- untiring-credit: Per Press Association.: [553, 597, 637, 607]
- tralee-subhead: O'Duffy Twice Hit On Head With Hammer: [27, 80, 131, 105]
- article-paragraph: Rumberg secured the first fall with a body scissors and armbar in the third round. Walker evened in the seventh with a Boston crab. In the last round Rumberg picked his opponent up and attempted to dump him, but failing, was pinned himself, and Walker grabbed the ropes. Rumberg tried to pull him off, and in the second attempt Walker suddenly let go. The pair fell to the mat with Walker on top, to gain the deciding fall with a pin.: [810, 860, 942, 993]
- race-result: Lough Neagh, 8.2 (Bartle) .... 2: [952, 724, 1070, 734]
- racing-deck-2: SILVER SCORN AGAIN DISAPPOINTS: [972, 100, 1075, 120]
- article-paragraph: French correspondents suggest the possibility of an Austrian-Nazi putsch. A large number are armed, drilled and massed at Lechfeld and they boast that they will return to their homeland as conquerors.: [150, 918, 271, 985]
- article-paragraph: Evan Wallace left Calcutta at 12.30 for Rangoon.: [668, 379, 800, 399]
- divider: [547, 533, 642, 534]
- wellington-deck: BEING EMBALMED AT HAMILTON: [295, 719, 398, 739]
- walker-dateline: AUCKLAND, Last Night.: [849, 772, 942, 782]
- revival-received: Received Sunday, 7 p.m.: [977, 1348, 1070, 1358]
- article-paragraph: After receiving a tonic from members of St. John's Ambulance, Mr. Holland rested for a time. When he was sufficiently recovered he was assisted down the hill by ambulance men and others. He was driven back to Huntly in a motor-car.: [286, 354, 529, 402]
- article-paragraph: The A.J.C. was favoured with ideal weather and an excellent track, and the attendance was 30,000 for the concluding day of the spring carnival at Randwick on Saturday. Though the fields were small in several events the horses entered lacked nothing in the point of quality, making for a splendid day's racing.: [952, 166, 1096, 251]
- mollison-dateline: TORONTO, Oct. 7.: [730, 448, 800, 458]
- leipzig-deck: ACCUSED CONFOUNDS THE COURT: [811, 1335, 941, 1354]
- minefields-credit: United Press Association—By Electric Telegraph—Copyright.: [20, 942, 138, 962]
- article-paragraph: Earlier in the afternoon Mr. Holland, in company with other members of Parliament, had attended the funeral of the late Maori King, Te Rata Mahuta, at Taupiri. When the funeral procession reached the summit of Taupiri Mountain, where the interment took place, Mr. Holland complained of feeling unwell to Mr. W. J. Jordan, M.P., against whose arm he leaned for support. Half-way through the funeral service Mr. Holland became suddenly pale and he said to Mr Jordan: "Hold me; I feel faint.": [286, 268, 529, 353]
- loan-credit: Per Press Association.: [834, 1055, 918, 1065]
- advert-headline: GOOD FARE LESSENS CARE: [812, 1544, 940, 1554]
- article-paragraph: Fifteen started. Vagabond led for the first furlong from Pasha and Ruling Queen. Rounding the far turn Pasha assumed the leadership from Robber and Constantine. Maintaining his advantage, Pasha secured the verdict by one and a half lengths. Time, 1.1.: [952, 411, 1096, 487]
- article-paragraph: "It seems hard to realise now that but a few short hours ago, when asked how he felt after his exertion in climbing the hill, his assurance was readily given that he felt much better.: [290, 1450, 403, 1516]
- holland-banner-headline: Mr H. E. Holland's Sudden Death: [282, 27, 657, 56]
- article-paragraph: Arrangements of the credit expansion programme, negotiations on the war debt issue with Britain, and arrangements for a meeting at White House which he has called for to-morrow between representatives of the steel industry and the coal-mine operators' workers, held President Roosevelt closely to his desk to-day in a series of almost continual conferences.: [19, 1517, 140, 1640]
- kangaroos-deck: ONLY POINTS OF GAME COME FROM GOALS: [824, 107, 927, 126]
- loan-headline: New Zealand's London Loan: [818, 1006, 933, 1031]
- divider: [820, 1500, 931, 1501]
- winooka-headline: Public Test for Winooka Arranged: [158, 1158, 262, 1186]
- article-paragraph: Four men were sentenced to life imprisonment for participation in the Urschel kidnapping, the heaviest sentence that the law allows. Others were sentenced to from five to ten years' imprisonment.: [150, 1651, 271, 1717]
- britain-headline: Britain Will Not Be Responsible for Failure: [151, 440, 269, 465]
- divider: [29, 131, 129, 132]
- masthead: [14, 0, 1100, 21]
- article-paragraph: Mr Stanley Baldwin, addressing the Conservative conference at Birmingham, declared that the National Government had restored Britain's credit, which had almost gone in 1931. A disarmament convention was imperative; failure would lead to panic in the world.: [150, 686, 271, 780]
- race-title: RANDWICK PLATE.: [986, 703, 1061, 713]
- divider: [810, 999, 941, 1001]
- labour-headline: Labour Party's Severe Blow: [539, 66, 651, 91]
- race-result: Dolomite, 7.13 (Lightfoot) .... 2: [952, 509, 1069, 519]
- article-paragraph: General O'Duffy, who is spending the night at Killarney, told the Central News that he was struck twice on the head by a man with a hammer at Tralee.: [19, 180, 140, 237]
- divider: [160, 1421, 260, 1422]
- leipzig-credit: United Press Association—By Electric Telegraph—Copyright.: [817, 1356, 934, 1376]
- untiring-headline: Untiring Activities Hastened His End: [550, 539, 640, 564]
- race-result: Gladswood, 8.5 (McCarten) ... 3: [952, 401, 1072, 411]
- divider: [160, 131, 260, 132]
- advert-peppermint: Woods' Great Peppermint Cure For Children's Hacking Coughs.: [952, 1568, 1096, 1588]
- divider: [160, 74, 260, 75]
- watchers-headline: Watchers Impressed by Winooka in Work-out: [151, 1427, 269, 1452]
- article-paragraph: "By his lifelong battle in Australia and New Zealand, both industrially and politically, in the interests of Labour, Mr. Holland made himself a well-known figure in both countries," said Mr. J. M. Savage (deputy-leader of the Parliamentary Labour Party). "I think there is no room for doubt that Mr. Holland's untiring activities hastened his end. During his leadership of the Labour Party he was known for his capacity for hard work and with opponents and friends alike his word was his bond. His death leaves a gap in the ranks that will be hard to fill. Members of the party always placed implicit trust in him as a leader. To them all, his loss will come as a great shock.": [537, 620, 653, 846]
- article-paragraph: Membership of Parliament was, however, only one facet of his leadership of the Labour cause, and his efforts in the House were added and abetted by a lengthy series of books and pamphlets on political and social questions. His literary output covered a wide range of subjects, and among them were also poems of distinction.: [668, 1258, 800, 1362]
- tralee-headline: Wild Disorder at Tralee: [21, 26, 137, 69]
